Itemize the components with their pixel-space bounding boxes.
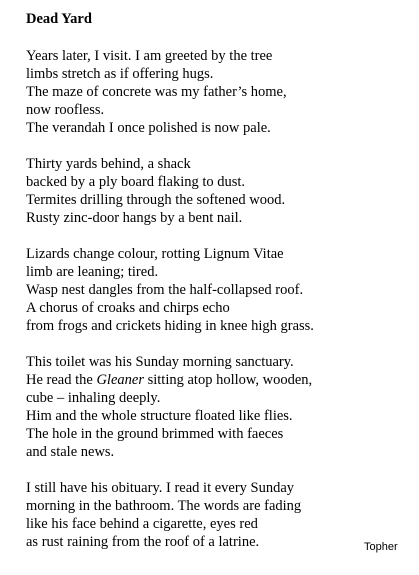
stanza-5	[26, 479, 406, 551]
poem-line: limbs stretch as if offering hugs.	[26, 66, 214, 82]
poem-line-with-italic	[26, 371, 406, 389]
poem-line: like his face behind a cigarette, eyes red	[26, 516, 258, 532]
poem-line: Years later, I visit. I am greeted by the tree	[26, 48, 273, 64]
stanza-3	[26, 245, 406, 335]
line-text-suffix: sitting atop hollow, wooden,	[143, 372, 313, 388]
poem-line: limb are leaning; tired.	[26, 264, 159, 280]
poem-line: Termites drilling through the softened wood.	[26, 192, 286, 208]
poem-line: The verandah I once polished is now pale.	[26, 120, 271, 136]
newspaper-title-italic: Gleaner	[96, 372, 144, 388]
author-signature: Topher	[364, 541, 398, 553]
poem-line: cube – inhaling deeply.	[26, 390, 161, 406]
stanza-4	[26, 353, 406, 461]
stanza-2	[26, 155, 406, 227]
poem-body	[26, 47, 406, 569]
poem-line: I still have his obituary. I read it every Sunday	[26, 480, 295, 496]
poem-line: Him and the whole structure floated like flies.	[26, 408, 293, 424]
poem-line: The maze of concrete was my father’s home,	[26, 84, 287, 100]
poem-line: Rusty zinc-door hangs by a bent nail.	[26, 210, 243, 226]
poem-line: Thirty yards behind, a shack	[26, 156, 191, 172]
poem-line: The hole in the ground brimmed with faeces	[26, 426, 284, 442]
line-text-prefix: He read the	[26, 372, 97, 388]
poem-line: This toilet was his Sunday morning sanctuary.	[26, 354, 294, 370]
poem-title: Dead Yard	[26, 11, 92, 27]
poem-line: Lizards change colour, rotting Lignum Vitae	[26, 246, 284, 262]
poem-line: now roofless.	[26, 102, 105, 118]
poem-line: from frogs and crickets hiding in knee high grass.	[26, 318, 314, 334]
poem-line: morning in the bathroom. The words are fading	[26, 498, 302, 514]
poem-line: as rust raining from the roof of a latrine.	[26, 534, 260, 550]
poem-line: backed by a ply board flaking to dust.	[26, 174, 246, 190]
poem-line: and stale news.	[26, 444, 115, 460]
stanza-1	[26, 47, 406, 137]
poem-line: A chorus of croaks and chirps echo	[26, 300, 230, 316]
poem-line: Wasp nest dangles from the half-collapsed roof.	[26, 282, 304, 298]
